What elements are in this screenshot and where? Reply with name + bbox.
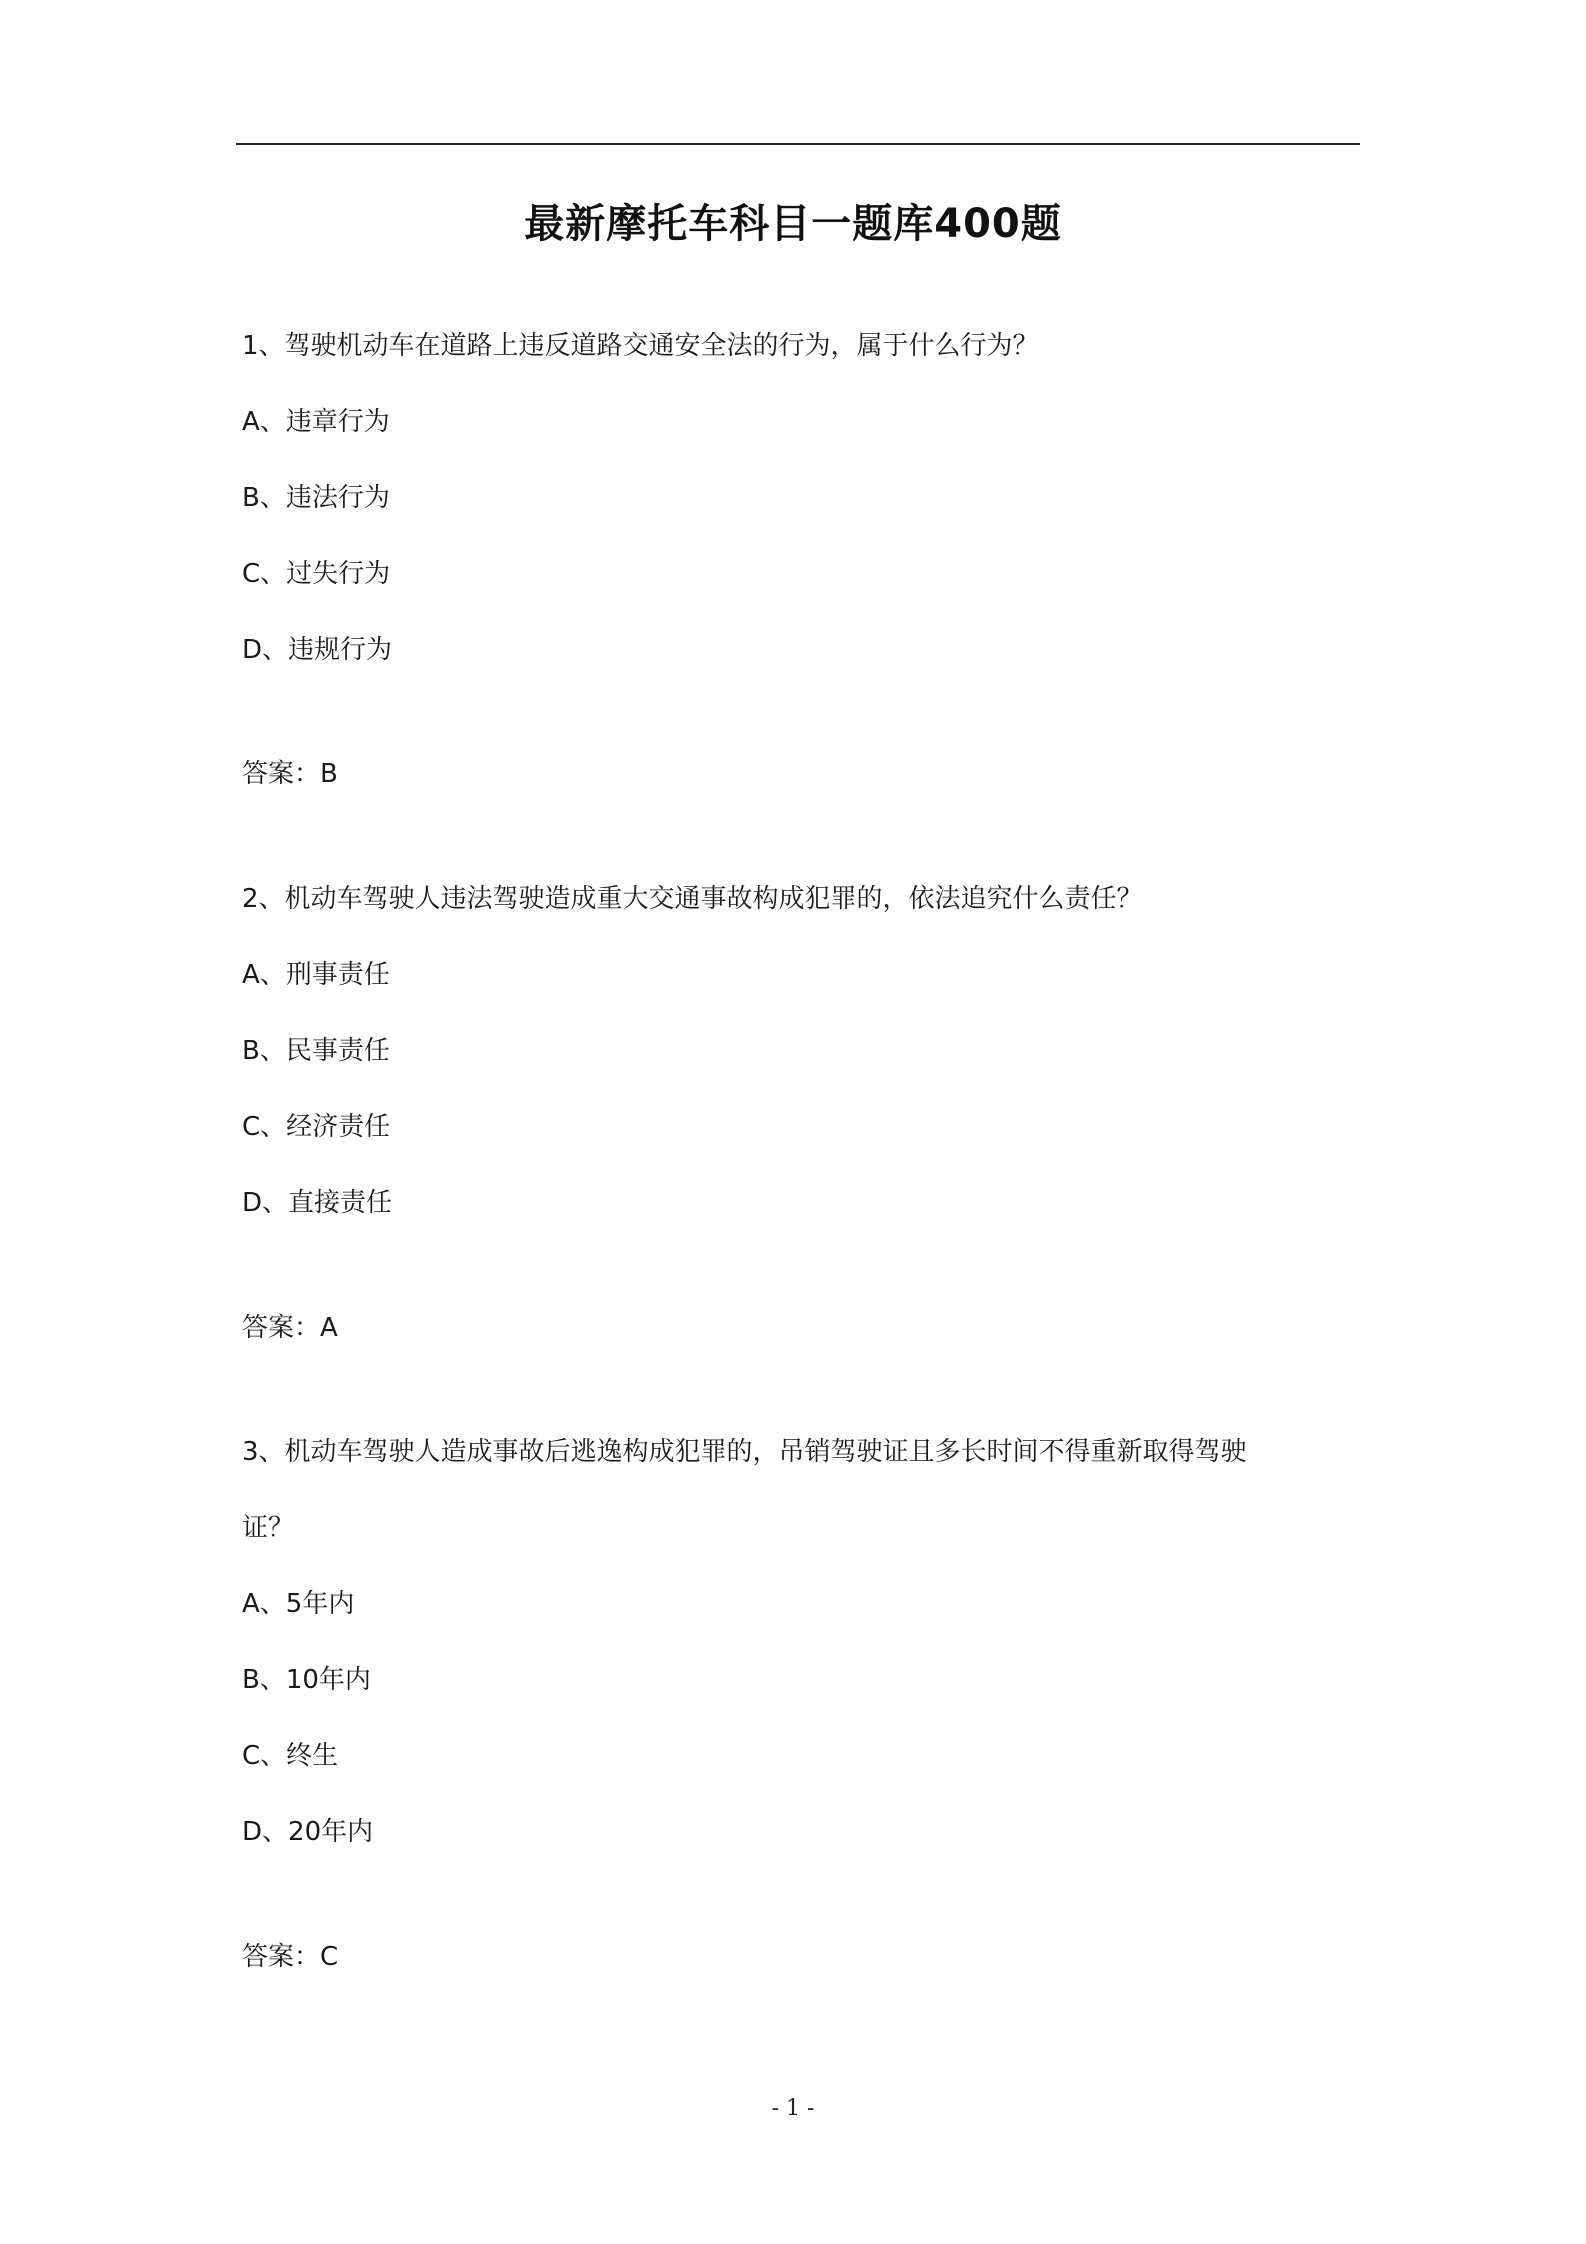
question-1-option-a: A、违章行为 — [242, 407, 390, 437]
question-1-option-d: D、违规行为 — [242, 635, 393, 665]
question-1-stem: 1、驾驶机动车在道路上违反道路交通安全法的行为，属于什么行为？ — [242, 331, 1039, 361]
question-2-option-c: C、经济责任 — [242, 1112, 391, 1142]
question-3-stem-line-1: 3、机动车驾驶人造成事故后逃逸构成犯罪的，吊销驾驶证且多长时间不得重新取得驾驶 — [242, 1437, 1247, 1467]
question-3-stem-line-2: 证？ — [242, 1513, 295, 1543]
question-3-option-d: D、20年内 — [242, 1817, 374, 1847]
question-2-stem: 2、机动车驾驶人违法驾驶造成重大交通事故构成犯罪的，依法追究什么责任？ — [242, 884, 1143, 914]
document-title: 最新摩托车科目一题库400题 — [524, 201, 1062, 247]
question-1-answer: 答案：B — [242, 759, 338, 789]
page-number: - 1 - — [771, 2096, 815, 2121]
question-3-answer: 答案：C — [242, 1942, 339, 1972]
question-2-option-a: A、刑事责任 — [242, 960, 390, 990]
question-3-option-b: B、10年内 — [242, 1665, 371, 1695]
header-rule — [236, 143, 1360, 145]
question-2-option-b: B、民事责任 — [242, 1036, 390, 1066]
question-1-option-b: B、违法行为 — [242, 483, 390, 513]
question-2-option-d: D、直接责任 — [242, 1188, 393, 1218]
question-2-answer: 答案：A — [242, 1313, 338, 1343]
question-1-option-c: C、过失行为 — [242, 559, 391, 589]
question-3-option-a: A、5年内 — [242, 1589, 355, 1619]
question-3-option-c: C、终生 — [242, 1741, 339, 1771]
